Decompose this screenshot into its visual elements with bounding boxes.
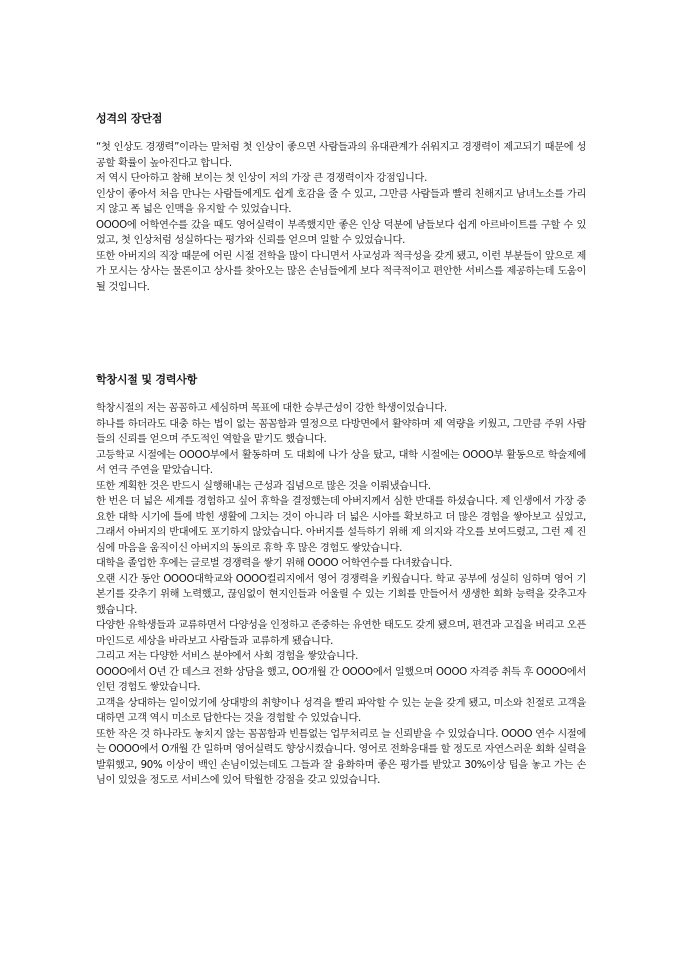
paragraph: 인상이 좋아서 처음 만나는 사람들에게도 쉽게 호감을 줄 수 있고, 그만큼 사람들과 빨리 친해지고 남녀노소를 가리지 않고 폭 넓은 인맥을 유지할 수 있었습니다. [96, 188, 586, 215]
paragraph: 학창시절의 저는 꼼꼼하고 세심하며 목표에 대한 승부근성이 강한 학생이었습니다. [96, 403, 447, 414]
paragraph: 또한 아버지의 직장 때문에 어린 시절 전학을 많이 다니면서 사교성과 적극성을 갖게 됐고, 이런 부분들이 앞으로 제가 모시는 상사는 물론이고 상사를 찾아오는 많은 손님들에게 보다 적극적이고 편안한 서비스를 제공하는데 도움이 될 것입니다. [96, 250, 586, 293]
paragraph: 그리고 저는 다양한 서비스 분야에서 사회 경험을 쌓았습니다. [96, 651, 359, 662]
paragraph: 저 역시 단아하고 참해 보이는 첫 인상이 저의 가장 큰 경쟁력이자 강점입니다. [96, 173, 428, 184]
paragraph: OOOO에 어학연수를 갔을 때도 영어실력이 부족했지만 좋은 인상 덕분에 남들보다 쉽게 아르바이트를 구할 수 있었고, 첫 인상처럼 성실하다는 평가와 신뢰를 얻으며 일할 수 있었습니다. [96, 219, 586, 246]
section-title-personality: 성격의 장단점 [96, 112, 163, 125]
paragraph: 또한 계획한 것은 반드시 실행해내는 근성과 집념으로 많은 것을 이뤄냈습니다. [96, 480, 431, 492]
paragraph: 고객을 상대하는 일이었기에 상대방의 취향이나 성격을 빨리 파악할 수 있는 눈을 갖게 됐고, 미소와 친절로 고객을 대하면 고객 역시 미소로 답한다는 것을 경험할 수 있었습니다. [96, 697, 586, 724]
paragraph: 또한 작은 것 하나라도 놓치지 않는 꼼꼼함과 빈틈없는 업무처리로 늘 신뢰받을 수 있었습니다. OOOO 연수 시절에는 OOOO에서 O개월 간 일하며 영어실력도 향상시켰습니다. 영어로 전화응대를 할 정도로 자연스러운 회화 실력을 발휘했고, 90% 이상이 백인 손님이었는데도 그들과 잘 융화하며 좋은 평가를 받았고 30%이상 팁을 놓고 가는 손님이 있었을 정도로 서비스에 있어 탁월한 강점을 갖고 있었습니다. [96, 728, 586, 786]
paragraph: 다양한 유학생들과 교류하면서 다양성을 인정하고 존중하는 유연한 태도도 갖게 됐으며, 편견과 고집을 버리고 오픈 마인드로 세상을 바라보고 사람들과 교류하게 됐습니다. [96, 620, 586, 647]
paragraph: 고등학교 시절에는 OOOO부에서 활동하며 도 대회에 나가 상을 탔고, 대학 시절에는 OOOO부 활동으로 학술제에서 연극 주연을 맡았습니다. [96, 449, 586, 476]
section-body-personality [96, 140, 586, 295]
paragraph: OOOO에서 O년 간 데스크 전화 상담을 했고, OO개월 간 OOOO에서 일했으며 OOOO 자격증 취득 후 OOOO에서 인턴 경험도 쌓았습니다. [96, 666, 586, 693]
paragraph: 오랜 시간 동안 OOOO대학교와 OOOO컬리지에서 영어 경쟁력을 키웠습니다. 학교 공부에 성실히 임하며 영어 기본기를 갖추기 위해 노력했고, 끊임없이 현지인들과 어울릴 수 있는 기회를 만들어서 생생한 회화 능력을 갖추고자 했습니다. [96, 573, 586, 616]
paragraph: 한 번은 더 넓은 세계를 경험하고 싶어 휴학을 결정했는데 아버지께서 심한 반대를 하셨습니다. 제 인생에서 가장 중요한 대학 시기에 틀에 박힌 생활에 그치는 것이 아니라 더 넓은 시야를 확보하고 더 많은 경험을 쌓아보고 싶었고, 그래서 아버지의 반대에도 포기하지 않았습니다. 아버지를 설득하기 위해 제 의지와 각오를 보여드렸고, 그런 제 진심에 마음을 움직이신 아버지의 동의로 휴학 후 많은 경험도 쌓았습니다. [96, 496, 586, 554]
section-body-school-career [96, 401, 586, 789]
paragraph: 하나를 하더라도 대충 하는 법이 없는 꼼꼼함과 열정으로 다방면에서 활약하며 제 역량을 키웠고, 그만큼 주위 사람들의 신뢰를 얻으며 주도적인 역할을 맡기도 했습니다. [96, 418, 586, 445]
paragraph: “첫 인상도 경쟁력”이라는 말처럼 첫 인상이 좋으면 사람들과의 유대관계가 쉬워지고 경쟁력이 제고되기 때문에 성공할 확률이 높아진다고 합니다. [96, 142, 586, 169]
section-title-school-career: 학창시절 및 경력사항 [96, 373, 198, 386]
paragraph: 대학을 졸업한 후에는 글로벌 경쟁력을 쌓기 위해 OOOO 어학연수를 다녀왔습니다. [96, 558, 453, 569]
